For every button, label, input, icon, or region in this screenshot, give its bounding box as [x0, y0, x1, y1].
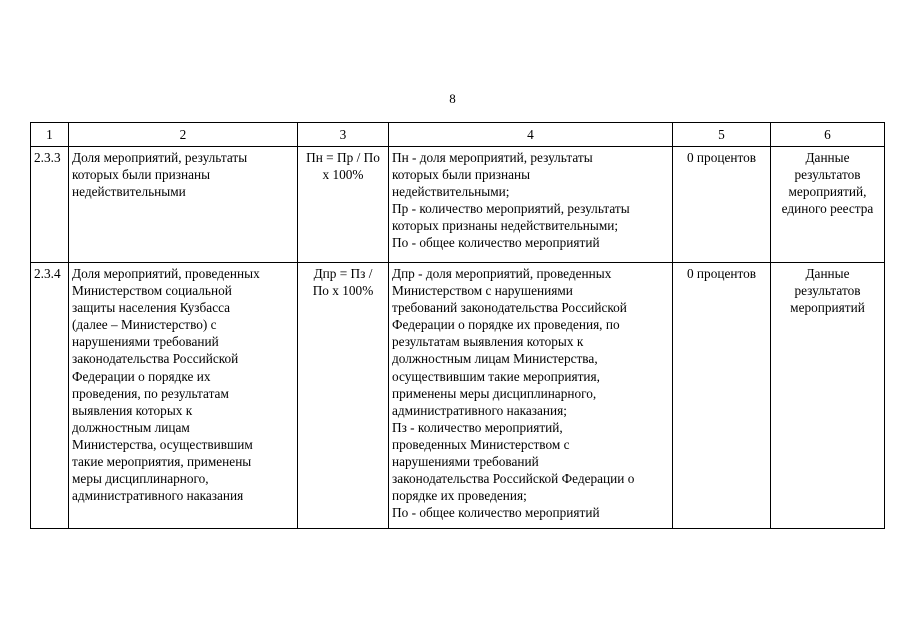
target-value: 0 процентов — [673, 263, 771, 529]
text-line: выявления которых к — [72, 402, 193, 418]
text-line: Пз - количество мероприятий, — [392, 419, 563, 435]
text-line: требований законодательства Российской — [392, 300, 627, 316]
row-code: 2.3.3 — [31, 147, 69, 263]
indicator-name — [69, 147, 298, 263]
page-number: 8 — [449, 91, 456, 106]
text-line: меры дисциплинарного, — [72, 471, 209, 487]
text-line: Доля мероприятий, проведенных — [72, 266, 260, 281]
text-line: должностным лицам Министерства, — [392, 351, 598, 367]
indicators-table — [30, 122, 885, 529]
column-number-3: 3 — [298, 123, 389, 147]
text-line: х 100% — [322, 167, 364, 183]
indicator-name — [69, 263, 298, 529]
text-line: нарушениями требований — [392, 454, 539, 470]
text-line: результатов — [794, 167, 861, 183]
text-line: Министерства, осуществившим — [72, 436, 253, 452]
formula-description — [389, 263, 673, 529]
text-line: должностным лицам — [72, 419, 190, 435]
text-line: Дпр = Пз / — [313, 266, 373, 281]
text-line: По - общее количество мероприятий — [392, 235, 600, 251]
text-line: мероприятий — [790, 300, 865, 316]
text-line: которых признаны недействительными; — [392, 218, 619, 234]
target-value: 0 процентов — [673, 147, 771, 263]
column-number-1: 1 — [31, 123, 69, 147]
text-line: Доля мероприятий, результаты — [72, 150, 248, 165]
column-number-2: 2 — [69, 123, 298, 147]
text-line: Министерством социальной — [72, 283, 232, 299]
table-header-row — [31, 123, 885, 147]
text-line: применены меры дисциплинарного, — [392, 385, 597, 401]
text-line: которых были признаны — [72, 167, 211, 183]
text-line: Пн - доля мероприятий, результаты — [392, 150, 593, 165]
text-line: порядке их проведения; — [392, 488, 527, 504]
text-line: нарушениями требований — [72, 334, 219, 350]
row-code: 2.3.4 — [31, 263, 69, 529]
column-number-6: 6 — [771, 123, 885, 147]
text-line: результатов — [794, 283, 861, 299]
text-line: Федерации о порядке их — [72, 368, 211, 384]
text-line: проведения, по результатам — [72, 385, 229, 401]
text-line: которых были признаны — [392, 167, 531, 183]
text-line: результатам выявления которых к — [392, 334, 584, 350]
text-line: единого реестра — [781, 201, 874, 217]
formula — [298, 147, 389, 263]
formula-description — [389, 147, 673, 263]
text-line: законодательства Российской — [72, 351, 239, 367]
text-line: Федерации о порядке их проведения, по — [392, 317, 620, 333]
text-line: Пн = Пр / По — [306, 150, 380, 165]
data-source — [771, 147, 885, 263]
text-line: проведенных Министерством с — [392, 436, 570, 452]
text-line: Министерством с нарушениями — [392, 283, 573, 299]
text-line: недействительными — [72, 184, 186, 200]
column-number-4: 4 — [389, 123, 673, 147]
table-row — [31, 147, 885, 263]
text-line: Данные — [805, 150, 850, 165]
text-line: осуществившим такие мероприятия, — [392, 368, 600, 384]
column-number-5: 5 — [673, 123, 771, 147]
text-line: недействительными; — [392, 184, 510, 200]
text-line: Данные — [805, 266, 850, 281]
text-line: административного наказания — [72, 488, 244, 504]
text-line: мероприятий, — [788, 184, 867, 200]
text-line: такие мероприятия, применены — [72, 454, 252, 470]
text-line: Дпр - доля мероприятий, проведенных — [392, 266, 612, 281]
text-line: (далее – Министерство) с — [72, 317, 217, 333]
text-line: административного наказания; — [392, 402, 567, 418]
table-row — [31, 263, 885, 529]
data-source — [771, 263, 885, 529]
text-line: Пр - количество мероприятий, результаты — [392, 201, 630, 217]
text-line: По х 100% — [312, 283, 374, 299]
text-line: законодательства Российской Федерации о — [392, 471, 635, 487]
text-line: защиты населения Кузбасса — [72, 300, 231, 316]
text-line: По - общее количество мероприятий — [392, 505, 600, 521]
formula — [298, 263, 389, 529]
